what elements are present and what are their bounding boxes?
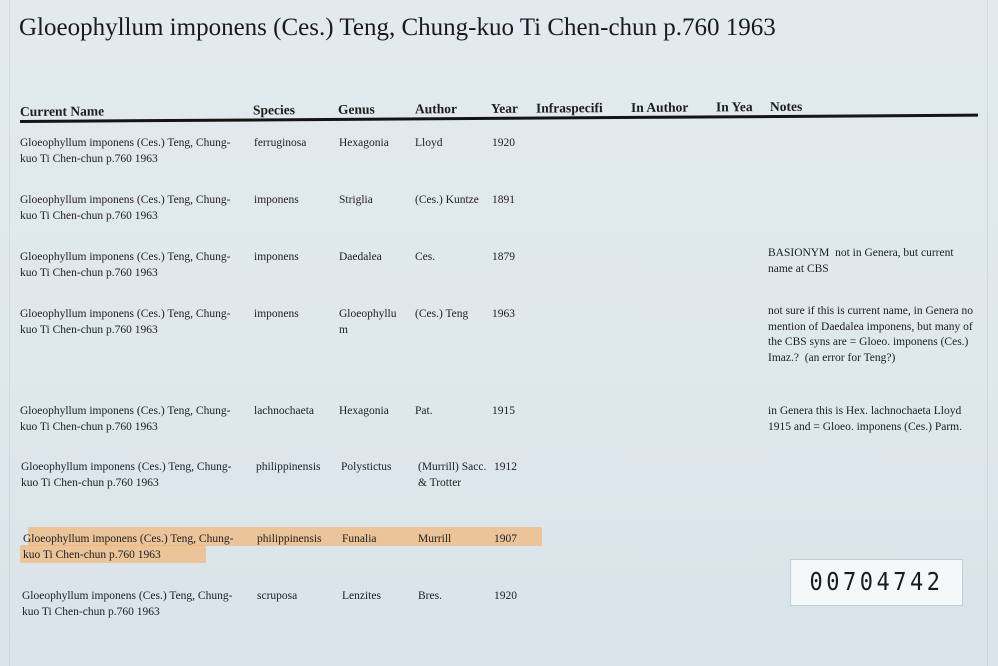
header-year: Year bbox=[490, 100, 518, 116]
current-name-cell: Gloeophyllum imponens (Ces.) Teng, Chung-kuo Ti Chen-chun p.760 1963 bbox=[20, 194, 231, 222]
year-cell: 1920 bbox=[494, 590, 517, 602]
genus-cell: Striglia bbox=[339, 194, 373, 206]
header-current-name: Current Name bbox=[19, 103, 105, 120]
notes-cell: not sure if this is current name, in Genera no mention of Daedalea imponens, but many of the CBS syns are = Gloeo. imponens (Ces.) Imaz.? (an error for Teng?) bbox=[768, 305, 976, 364]
barcode-number: 00704742 bbox=[809, 568, 944, 597]
page-title: Gloeophyllum imponens (Ces.) Teng, Chung-kuo Ti Chen-chun p.760 1963 bbox=[19, 14, 776, 41]
current-name-cell: Gloeophyllum imponens (Ces.) Teng, Chung-kuo Ti Chen-chun p.760 1963 bbox=[21, 461, 232, 489]
table-row bbox=[0, 247, 998, 310]
table-header bbox=[0, 94, 998, 127]
table-row bbox=[0, 404, 998, 464]
species-cell: philippinensis bbox=[256, 461, 321, 473]
author-cell: Lloyd bbox=[415, 137, 443, 149]
author-cell: (Murrill) Sacc. & Trotter bbox=[418, 461, 487, 489]
year-cell: 1907 bbox=[494, 533, 517, 545]
genus-cell: Hexagonia bbox=[339, 137, 389, 149]
species-cell: imponens bbox=[254, 251, 299, 263]
genus-cell: Lenzites bbox=[342, 590, 381, 602]
genus-cell: Polystictus bbox=[341, 461, 392, 473]
current-name-cell: Gloeophyllum imponens (Ces.) Teng, Chung-kuo Ti Chen-chun p.760 1963 bbox=[20, 251, 231, 279]
current-name-cell: Gloeophyllum imponens (Ces.) Teng, Chung-kuo Ti Chen-chun p.760 1963 bbox=[20, 308, 231, 336]
table-row bbox=[0, 136, 998, 196]
header-notes: Notes bbox=[769, 98, 803, 115]
table-row bbox=[0, 460, 998, 524]
barcode-label bbox=[791, 560, 962, 605]
notes-cell: BASIONYM not in Genera, but current name at CBS bbox=[768, 247, 957, 275]
author-cell: Ces. bbox=[415, 251, 436, 263]
header-in-year: In Yea bbox=[715, 99, 753, 115]
genus-cell: Hexagonia bbox=[339, 405, 389, 417]
current-name-cell: Gloeophyllum imponens (Ces.) Teng, Chung-kuo Ti Chen-chun p.760 1963 bbox=[20, 405, 231, 433]
genus-cell: Daedalea bbox=[339, 251, 382, 263]
genus-cell: Funalia bbox=[342, 533, 377, 545]
header-in-author: In Author bbox=[630, 99, 689, 115]
table-row bbox=[0, 193, 998, 253]
current-name-cell: Gloeophyllum imponens (Ces.) Teng, Chung-kuo Ti Chen-chun p.760 1963 bbox=[20, 137, 231, 165]
species-cell: lachnochaeta bbox=[254, 405, 315, 417]
current-name-cell: Gloeophyllum imponens (Ces.) Teng, Chung-kuo Ti Chen-chun p.760 1963 bbox=[23, 533, 234, 561]
current-name-cell: Gloeophyllum imponens (Ces.) Teng, Chung-kuo Ti Chen-chun p.760 1963 bbox=[22, 590, 233, 618]
header-infraspecific: Infraspecifi bbox=[535, 100, 603, 116]
species-cell: philippinensis bbox=[257, 533, 322, 545]
species-cell: imponens bbox=[254, 308, 299, 320]
genus-cell: Gloeophyllum bbox=[339, 308, 397, 336]
species-cell: ferruginosa bbox=[254, 137, 307, 149]
year-cell: 1912 bbox=[494, 461, 517, 473]
author-cell: (Ces.) Teng bbox=[415, 308, 469, 320]
year-cell: 1963 bbox=[492, 308, 515, 320]
year-cell: 1891 bbox=[492, 194, 515, 206]
header-genus: Genus bbox=[337, 101, 375, 117]
species-cell: imponens bbox=[254, 194, 299, 206]
author-cell: Murrill bbox=[418, 533, 452, 545]
author-cell: Bres. bbox=[418, 590, 442, 602]
year-cell: 1915 bbox=[492, 405, 515, 417]
author-cell: (Ces.) Kuntze bbox=[415, 194, 479, 206]
author-cell: Pat. bbox=[415, 405, 433, 417]
header-species: Species bbox=[252, 102, 295, 118]
year-cell: 1879 bbox=[492, 251, 515, 263]
year-cell: 1920 bbox=[492, 137, 515, 149]
notes-cell: in Genera this is Hex. lachnochaeta Lloyd 1915 and = Gloeo. imponens (Ces.) Parm. bbox=[768, 405, 965, 433]
table-row bbox=[0, 307, 998, 402]
header-author: Author bbox=[414, 101, 457, 117]
species-cell: scruposa bbox=[257, 590, 298, 602]
